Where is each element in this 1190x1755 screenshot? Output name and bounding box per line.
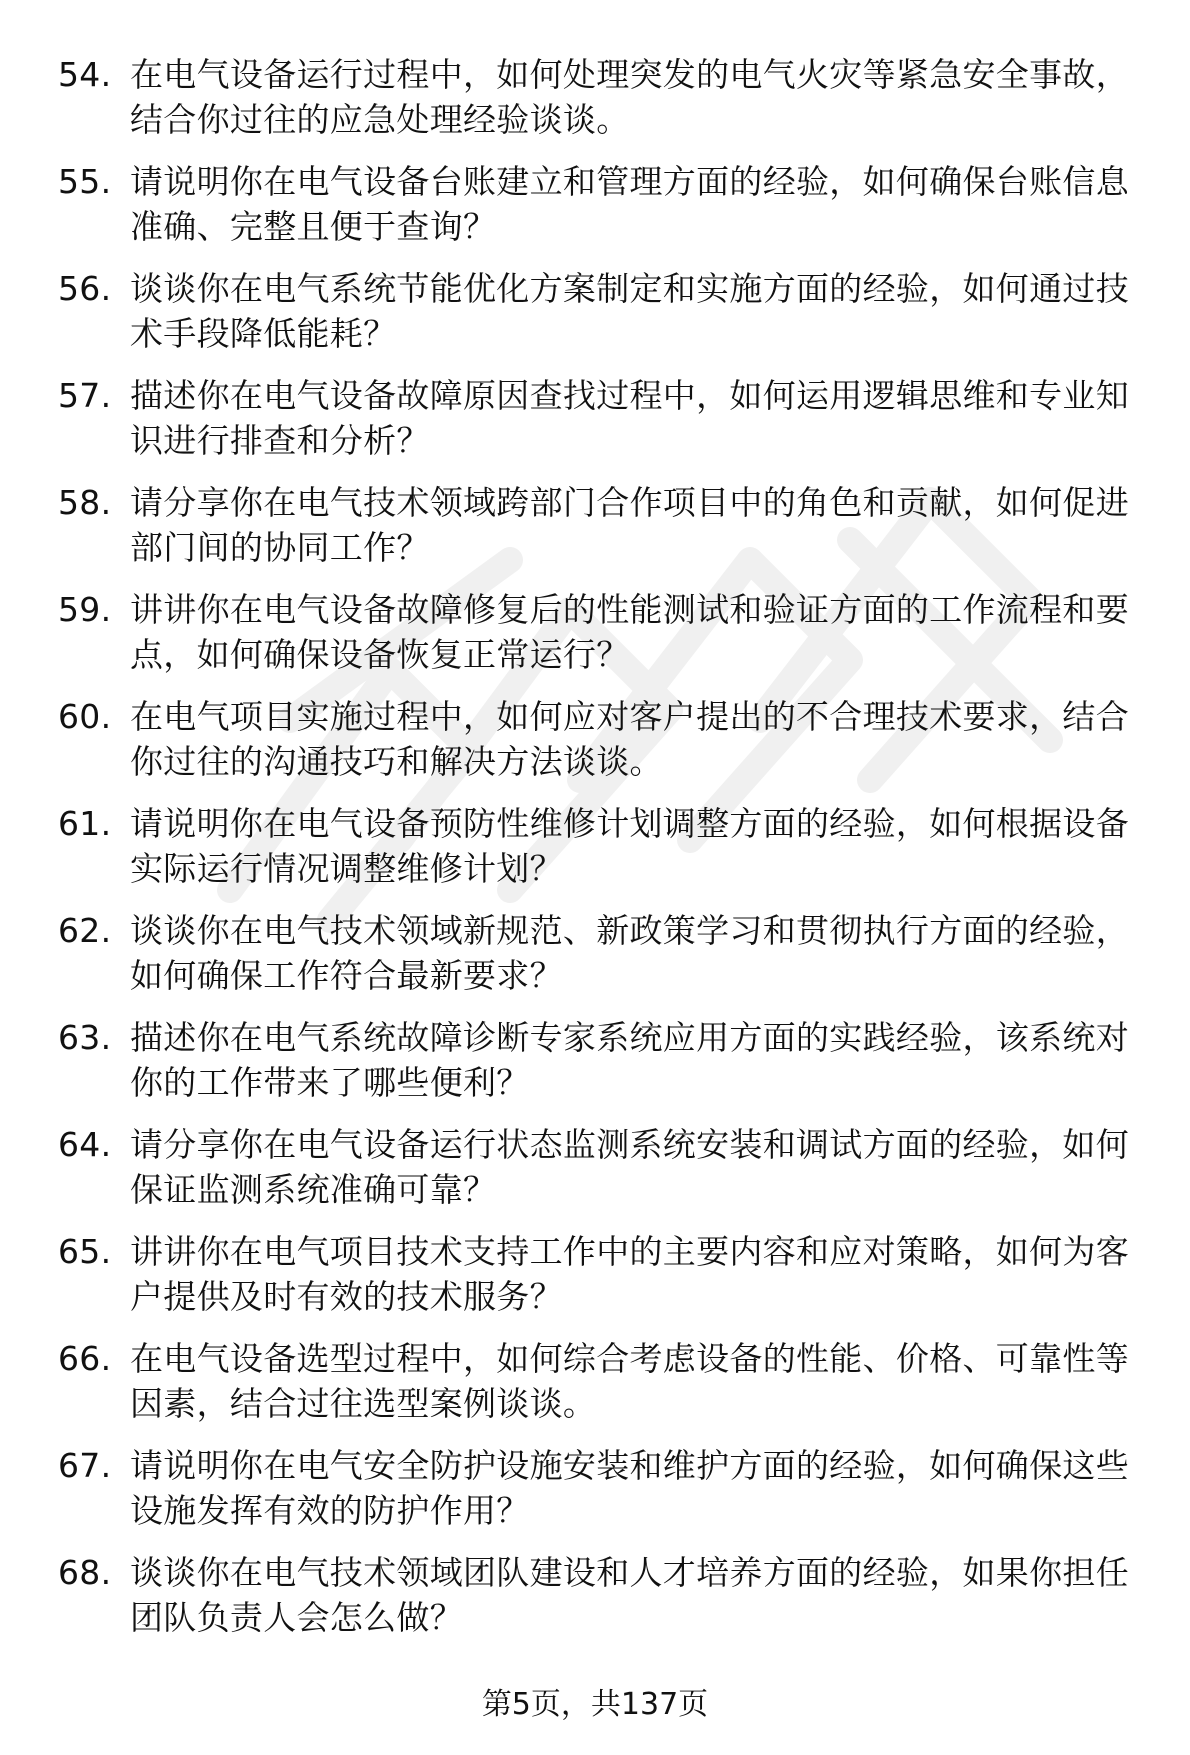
question-text: 请分享你在电气技术领域跨部门合作项目中的角色和贡献，如何促进部门间的协同工作？ — [130, 483, 1129, 567]
question-item — [58, 1122, 1148, 1212]
question-item — [58, 587, 1148, 677]
question-item — [58, 801, 1148, 891]
question-text: 讲讲你在电气设备故障修复后的性能测试和验证方面的工作流程和要点，如何确保设备恢复正常运行？ — [130, 590, 1129, 674]
question-item — [58, 1336, 1148, 1426]
page-footer — [0, 1685, 1190, 1725]
question-item — [58, 1015, 1148, 1105]
page-number-label: 第5页，共137页 — [481, 1687, 709, 1722]
question-text: 在电气设备选型过程中，如何综合考虑设备的性能、价格、可靠性等因素，结合过往选型案例谈谈。 — [130, 1339, 1129, 1423]
question-number: 64. — [58, 1125, 112, 1164]
question-item — [58, 373, 1148, 463]
question-item — [58, 1229, 1148, 1319]
question-number: 58. — [58, 483, 112, 522]
question-text: 请说明你在电气设备预防性维修计划调整方面的经验，如何根据设备实际运行情况调整维修计划？ — [130, 804, 1129, 888]
question-list — [58, 52, 1148, 1657]
question-number: 66. — [58, 1339, 112, 1378]
question-number: 67. — [58, 1446, 112, 1485]
question-text: 在电气项目实施过程中，如何应对客户提出的不合理技术要求，结合你过往的沟通技巧和解决方法谈谈。 — [130, 697, 1129, 781]
question-text: 谈谈你在电气系统节能优化方案制定和实施方面的经验，如何通过技术手段降低能耗？ — [130, 269, 1129, 353]
question-item — [58, 1443, 1148, 1533]
question-text: 请分享你在电气设备运行状态监测系统安装和调试方面的经验，如何保证监测系统准确可靠？ — [130, 1125, 1129, 1209]
question-text: 讲讲你在电气项目技术支持工作中的主要内容和应对策略，如何为客户提供及时有效的技术服务？ — [130, 1232, 1129, 1316]
question-text: 在电气设备运行过程中，如何处理突发的电气火灾等紧急安全事故，结合你过往的应急处理经验谈谈。 — [130, 55, 1129, 139]
question-number: 63. — [58, 1018, 112, 1057]
question-text: 描述你在电气设备故障原因查找过程中，如何运用逻辑思维和专业知识进行排查和分析？ — [130, 376, 1129, 460]
question-item — [58, 1550, 1148, 1640]
question-text: 谈谈你在电气技术领域新规范、新政策学习和贯彻执行方面的经验，如何确保工作符合最新要求？ — [130, 911, 1129, 995]
question-number: 54. — [58, 55, 112, 94]
question-item — [58, 480, 1148, 570]
question-item — [58, 266, 1148, 356]
question-item — [58, 694, 1148, 784]
question-text: 谈谈你在电气技术领域团队建设和人才培养方面的经验，如果你担任团队负责人会怎么做？ — [130, 1553, 1129, 1637]
question-text: 请说明你在电气安全防护设施安装和维护方面的经验，如何确保这些设施发挥有效的防护作用？ — [130, 1446, 1129, 1530]
question-item — [58, 159, 1148, 249]
question-number: 59. — [58, 590, 112, 629]
question-number: 55. — [58, 162, 112, 201]
question-number: 68. — [58, 1553, 112, 1592]
question-item — [58, 908, 1148, 998]
question-item — [58, 52, 1148, 142]
question-text: 请说明你在电气设备台账建立和管理方面的经验，如何确保台账信息准确、完整且便于查询？ — [130, 162, 1129, 246]
question-number: 57. — [58, 376, 112, 415]
question-number: 65. — [58, 1232, 112, 1271]
question-number: 61. — [58, 804, 112, 843]
question-number: 60. — [58, 697, 112, 736]
question-number: 62. — [58, 911, 112, 950]
question-text: 描述你在电气系统故障诊断专家系统应用方面的实践经验，该系统对你的工作带来了哪些便利？ — [130, 1018, 1129, 1102]
question-number: 56. — [58, 269, 112, 308]
